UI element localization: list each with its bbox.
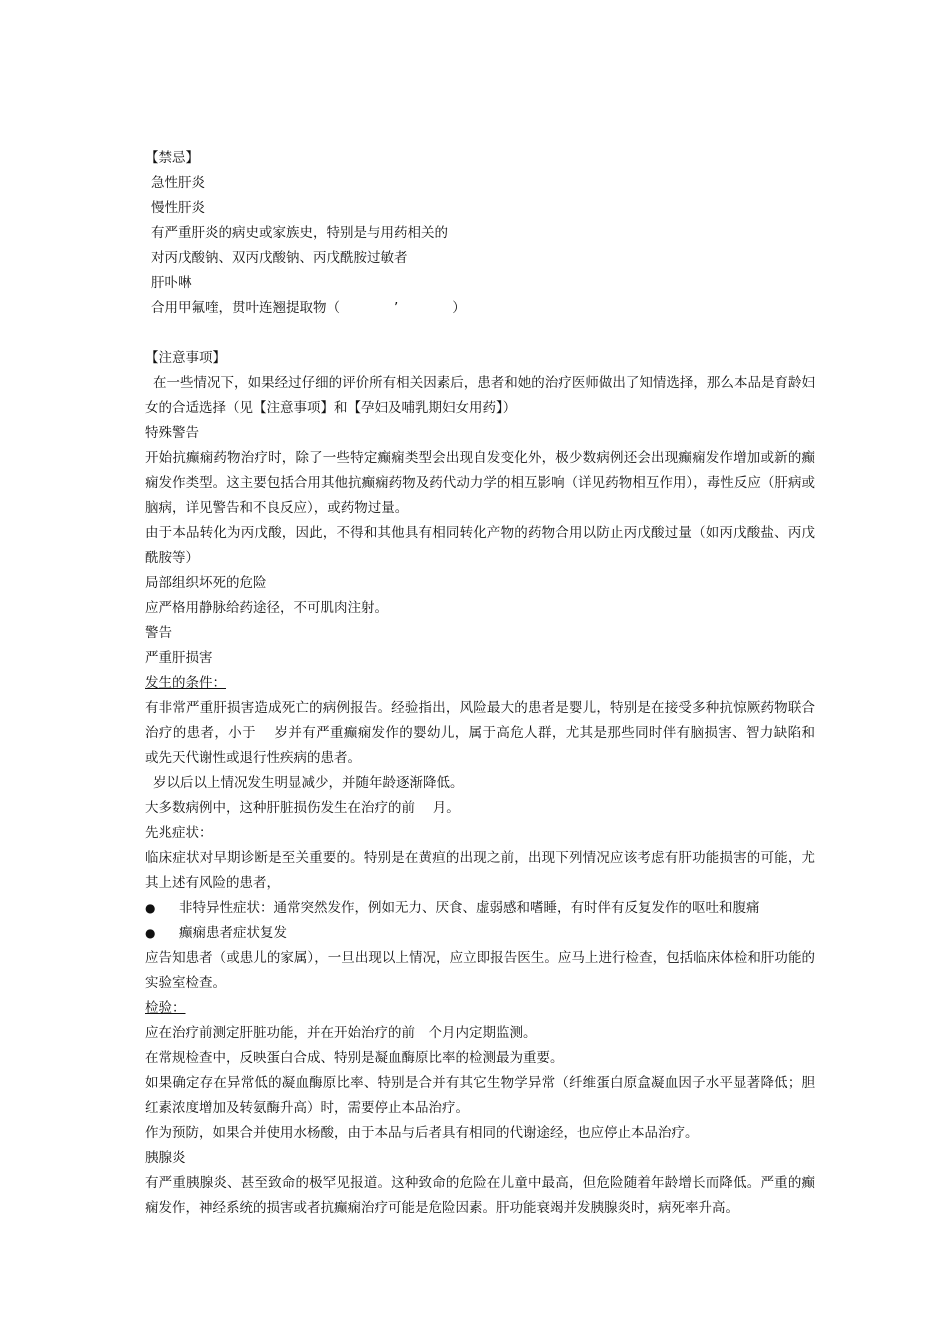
pancreatitis-text: 有严重胰腺炎、甚至致命的极罕见报道。这种致命的危险在儿童中最高，但危险随着年龄增长而降低。严重的癫痫发作，神经系统的损害或者抗癫痫治疗可能是危险因素。肝功能衰竭并发胰腺炎时，病死率升高。 bbox=[145, 1175, 815, 1216]
necrosis-title: 局部组织坏死的危险 bbox=[145, 575, 267, 591]
warning-title: 警告 bbox=[145, 625, 172, 641]
special-warning-title: 特殊警告 bbox=[145, 425, 199, 441]
list-item-text: 癫痫患者症状复发 bbox=[179, 925, 287, 941]
contraindication-item: 合用甲氟喹，贯叶连翘提取物（ ’ ） bbox=[151, 300, 466, 316]
contraindication-item: 慢性肝炎 bbox=[151, 200, 205, 216]
prodrome-paragraph-1: 临床症状对早期诊断是至关重要的。特别是在黄疸的出现之前，出现下列情况应该考虑有肝功能损害的可能，尤其上述有风险的患者， bbox=[145, 850, 815, 891]
list-item bbox=[145, 896, 815, 921]
document-page bbox=[145, 146, 829, 1221]
conditions-paragraph-3: 大多数病例中，这种肝脏损伤发生在治疗的前 月。 bbox=[145, 800, 460, 816]
conditions-paragraph-2: 岁以后以上情况发生明显减少，并随年龄逐渐降低。 bbox=[153, 775, 464, 791]
precautions-heading: 【注意事项】 bbox=[145, 350, 226, 366]
bullet-icon: ● bbox=[145, 926, 156, 940]
contraindications-heading: 【禁忌】 bbox=[145, 150, 199, 166]
special-warning-paragraph-2: 由于本品转化为丙戊酸，因此，不得和其他具有相同转化产物的药物合用以防止丙戊酸过量（如丙戊酸盐、丙戊酰胺等） bbox=[145, 525, 815, 566]
pancreatitis-title: 胰腺炎 bbox=[145, 1150, 186, 1166]
necrosis-text: 应严格用静脉给药途径，不可肌肉注射。 bbox=[145, 600, 388, 616]
prodrome-title: 先兆症状： bbox=[145, 825, 213, 841]
tests-paragraph-4: 作为预防，如果合并使用水杨酸，由于本品与后者具有相同的代谢途经，也应停止本品治疗。 bbox=[145, 1125, 699, 1141]
tests-paragraph-3: 如果确定存在异常低的凝血酶原比率、特别是合并有其它生物学异常（纤维蛋白原盒凝血因子水平显著降低；胆红素浓度增加及转氨酶升高）时，需要停止本品治疗。 bbox=[145, 1075, 815, 1116]
tests-paragraph-1: 应在治疗前测定肝脏功能，并在开始治疗的前 个月内定期监测。 bbox=[145, 1025, 537, 1041]
contraindication-item: 急性肝炎 bbox=[151, 175, 205, 191]
contraindication-item: 有严重肝炎的病史或家族史，特别是与用药相关的 bbox=[151, 225, 448, 241]
bullet-icon: ● bbox=[145, 901, 156, 915]
tests-title: 检验： bbox=[145, 1000, 186, 1016]
special-warning-paragraph-1: 开始抗癫痫药物治疗时，除了一些特定癫痫类型会出现自发变化外，极少数病例还会出现癫痫发作增加或新的癫痫发作类型。这主要包括合用其他抗癫痫药物及药代动力学的相互影响（详见药物相互作用），毒性反应（肝病或脑病，详见警告和不良反应），或药物过量。 bbox=[145, 450, 815, 516]
list-item bbox=[145, 921, 815, 946]
contraindication-item: 肝卟啉 bbox=[151, 275, 192, 291]
liver-damage-title: 严重肝损害 bbox=[145, 650, 213, 666]
prodrome-paragraph-2: 应告知患者（或患儿的家属），一旦出现以上情况，应立即报告医生。应马上进行检查，包括临床体检和肝功能的实验室检查。 bbox=[145, 950, 815, 991]
conditions-title: 发生的条件： bbox=[145, 675, 226, 691]
tests-paragraph-2: 在常规检查中，反映蛋白合成、特别是凝血酶原比率的检测最为重要。 bbox=[145, 1050, 564, 1066]
precautions-intro: 在一些情况下，如果经过仔细的评价所有相关因素后，患者和她的治疗医师做出了知情选择，那么本品是育龄妇女的合适选择（见【注意事项】和【孕妇及哺乳期妇女用药】） bbox=[145, 375, 815, 416]
contraindication-item: 对丙戊酸钠、双丙戊酸钠、丙戊酰胺过敏者 bbox=[151, 250, 408, 266]
conditions-paragraph-1: 有非常严重肝损害造成死亡的病例报告。经验指出，风险最大的患者是婴儿，特别是在接受多种抗惊厥药物联合治疗的患者，小于 岁并有严重癫痫发作的婴幼儿，属于高危人群，尤其是那些同时伴有脑损害、智力缺陷和 或先天代谢性或退行性疾病的患者。 bbox=[145, 700, 829, 766]
section-gap bbox=[145, 321, 815, 346]
list-item-text: 非特异性症状：通常突然发作，例如无力、厌食、虚弱感和嗜睡，有时伴有反复发作的呕吐和腹痛 bbox=[179, 900, 760, 916]
